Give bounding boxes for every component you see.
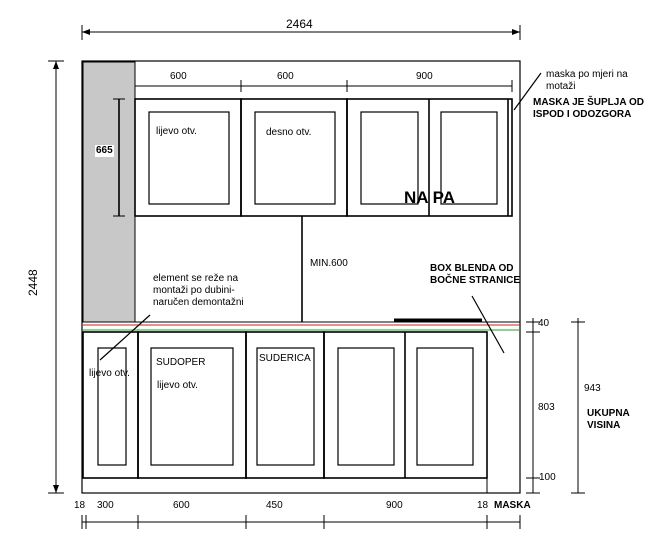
lower-cabinet-dishwasher-panel <box>257 348 314 465</box>
lower-width-18-left: 18 <box>74 500 86 511</box>
upper-width-3: 900 <box>416 71 433 82</box>
upper-cabinet-left <box>135 99 241 216</box>
maska-measure-note: maska po mjeri na motaži <box>546 69 628 92</box>
lower-cabinet-corner-panel <box>98 348 126 465</box>
height-803-label: 803 <box>538 402 555 413</box>
upper-cabinet-middle <box>241 99 347 216</box>
upper-left-door-label: lijevo otv. <box>156 126 197 137</box>
total-height-text: UKUPNA VISINA <box>587 408 630 431</box>
total-height-label: 2448 <box>26 269 40 296</box>
lower-width-900: 900 <box>386 500 403 511</box>
lower-width-600: 600 <box>173 500 190 511</box>
upper-right-door-label: desno otv. <box>266 127 312 138</box>
total-width-label: 2464 <box>286 17 313 31</box>
maska-hollow-note: MASKA JE ŠUPLJA OD ISPOD I ODOZGORA <box>533 97 644 120</box>
suderica-label: SUDERICA <box>259 353 311 364</box>
box-blenda-note: BOX BLENDA OD BOČNE STRANICE <box>430 263 521 286</box>
lower-cabinet-right-panel-a <box>338 348 394 465</box>
upper-width-2: 600 <box>277 71 294 82</box>
na-pa-label: NA PA <box>404 188 455 207</box>
sudoper-opening-label: lijevo otv. <box>157 380 198 391</box>
grey-filler-panel <box>83 62 135 322</box>
maska-bottom-label: MASKA <box>494 500 531 511</box>
lower-cabinet-corner <box>83 332 138 478</box>
lower-width-300: 300 <box>97 500 114 511</box>
min-gap-label: MIN.600 <box>310 258 348 269</box>
upper-width-1: 600 <box>170 71 187 82</box>
sudoper-label: SUDOPER <box>156 357 206 368</box>
lower-cabinet-right-panel-b <box>417 348 473 465</box>
height-100-label: 100 <box>539 472 556 483</box>
lower-cabinet-sink <box>138 332 246 478</box>
lower-width-18-right: 18 <box>477 500 489 511</box>
element-cut-note: element se reže na montaži po dubini-naručen demontažni <box>153 273 244 308</box>
upper-height-label: 665 <box>96 145 113 156</box>
lower-width-450: 450 <box>266 500 283 511</box>
upper-cabinet-middle-panel <box>255 112 335 204</box>
corner-opening-label: lijevo otv. <box>89 368 130 379</box>
height-40-label: 40 <box>538 318 550 329</box>
total-lower-label: 943 <box>584 383 601 394</box>
